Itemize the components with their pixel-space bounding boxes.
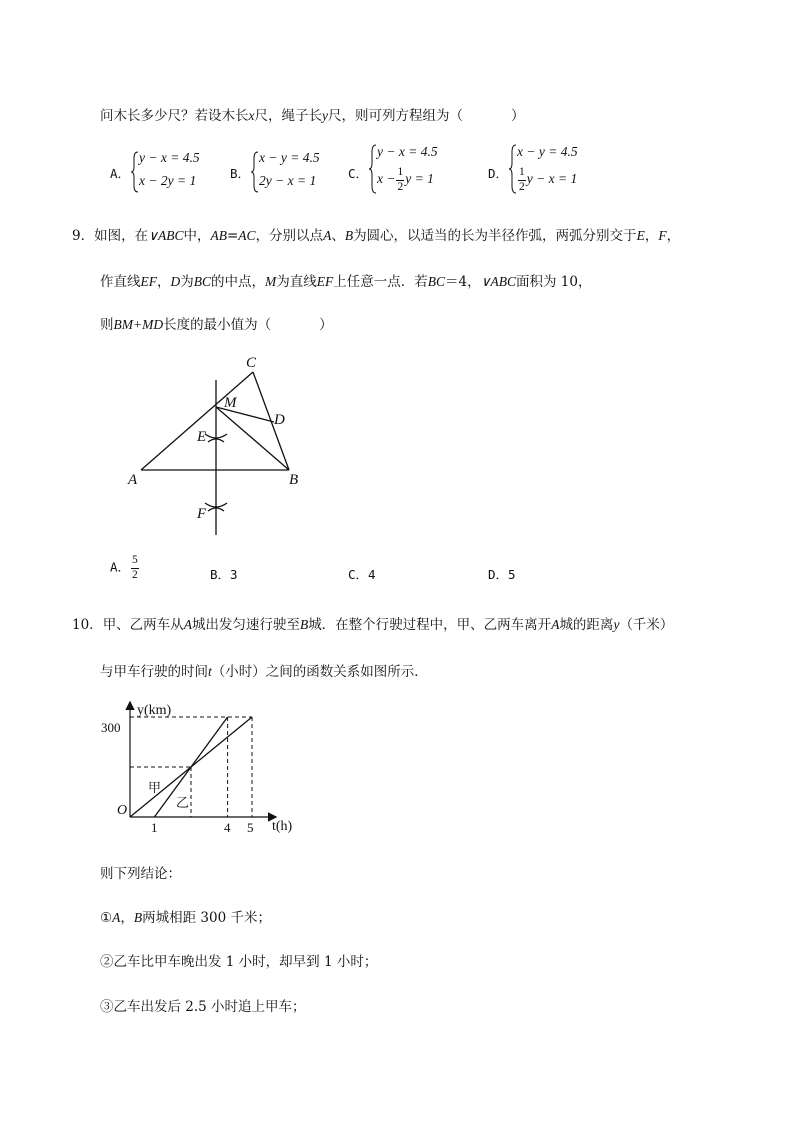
x-axis-label: t(h) <box>272 819 293 834</box>
label-d: D <box>274 412 285 428</box>
segment-ac <box>141 372 253 470</box>
x-tick-1: 1 <box>151 820 158 835</box>
q8-c-eq2: x − $\frac{1}{2}$ y = 1 <box>377 166 434 193</box>
fraction: $\frac{1}{2}$ <box>519 166 525 193</box>
q10-line1: 10．甲、乙两车从A城出发匀速行驶至B城．在整个行驶过程中，甲、乙两车离开A城的距离y（千米） <box>72 617 674 633</box>
brace-icon <box>131 150 139 194</box>
q8-option-b-system[interactable] <box>251 150 341 194</box>
q9-option-c[interactable]: C．4 <box>348 567 376 582</box>
q9-triangle-figure <box>120 350 320 550</box>
series-label-jia: 甲 <box>148 780 162 795</box>
q8-option-b-letter[interactable]: B． <box>230 166 251 181</box>
fraction: $\frac{5}{2}$ <box>132 554 138 581</box>
q8-c-eq1: y − x = 4.5 <box>377 144 438 159</box>
q9-line3: 则BM+MD长度的最小值为（ ） <box>100 317 333 333</box>
brace-icon <box>509 143 517 195</box>
q9-option-b[interactable]: B．3 <box>210 567 238 582</box>
q9-line2: 作直线EF，D为BC的中点，M为直线EF上任意一点．若BC＝4，∨ABC面积为 10， <box>100 274 592 290</box>
q9-option-a[interactable]: A． $\frac{5}{2}$ <box>110 554 138 581</box>
label-m: M <box>224 395 237 411</box>
label-e: E <box>197 429 207 445</box>
q8-option-c-system[interactable] <box>369 143 469 195</box>
q9-line1: 9．如图，在∨ABC中，AB=AC，分别以点A、B为圆心，以适当的长为半径作弧，两弧分别交于E，F， <box>72 228 681 244</box>
q10-distance-time-chart <box>100 695 320 840</box>
q9-option-d[interactable]: D．5 <box>488 567 516 582</box>
q10-conclusion-3: ③乙车出发后 2.5 小时追上甲车； <box>100 999 306 1015</box>
brace-icon <box>251 150 259 194</box>
label-c: C <box>246 355 257 371</box>
q8-option-a-system[interactable] <box>131 150 221 194</box>
label-a: A <box>128 472 138 488</box>
q8-a-eq1: y − x = 4.5 <box>139 150 200 165</box>
series-label-yi: 乙 <box>176 795 190 810</box>
q8-b-eq1: x − y = 4.5 <box>259 150 320 165</box>
q10-conclusion-2: ②乙车比甲车晚出发 1 小时，却早到 1 小时； <box>100 954 378 970</box>
x-tick-5: 5 <box>247 820 254 835</box>
q10-line2: 与甲车行驶的时间t（小时）之间的函数关系如图所示． <box>100 664 428 680</box>
q8-a-eq2: x − 2y = 1 <box>139 173 197 188</box>
label-f: F <box>197 506 207 522</box>
q8-option-d-system[interactable] <box>509 143 609 195</box>
q8-stem: 问木长多少尺？若设木长x尺，绳子长y尺，则可列方程组为（ ） <box>100 108 525 124</box>
q8-option-c-letter[interactable]: C． <box>348 166 369 181</box>
q10-conclusion-1: ①A，B两城相距 300 千米； <box>100 910 271 926</box>
q8-option-a-letter[interactable]: A． <box>110 166 131 181</box>
q8-d-eq2: $\frac{1}{2}$ y − x = 1 <box>519 166 578 193</box>
x-tick-4: 4 <box>224 820 231 835</box>
label-b: B <box>289 472 299 488</box>
y-tick-300: 300 <box>101 720 121 735</box>
q8-option-d-letter[interactable]: D． <box>488 166 509 181</box>
q10-conclusion-intro: 则下列结论： <box>100 866 181 882</box>
q8-b-eq2: 2y − x = 1 <box>259 173 317 188</box>
fraction: $\frac{1}{2}$ <box>397 166 404 193</box>
y-axis-label: y(km) <box>137 703 172 718</box>
origin-label: O <box>117 803 128 818</box>
brace-icon <box>369 143 377 195</box>
q8-d-eq1: x − y = 4.5 <box>517 144 578 159</box>
